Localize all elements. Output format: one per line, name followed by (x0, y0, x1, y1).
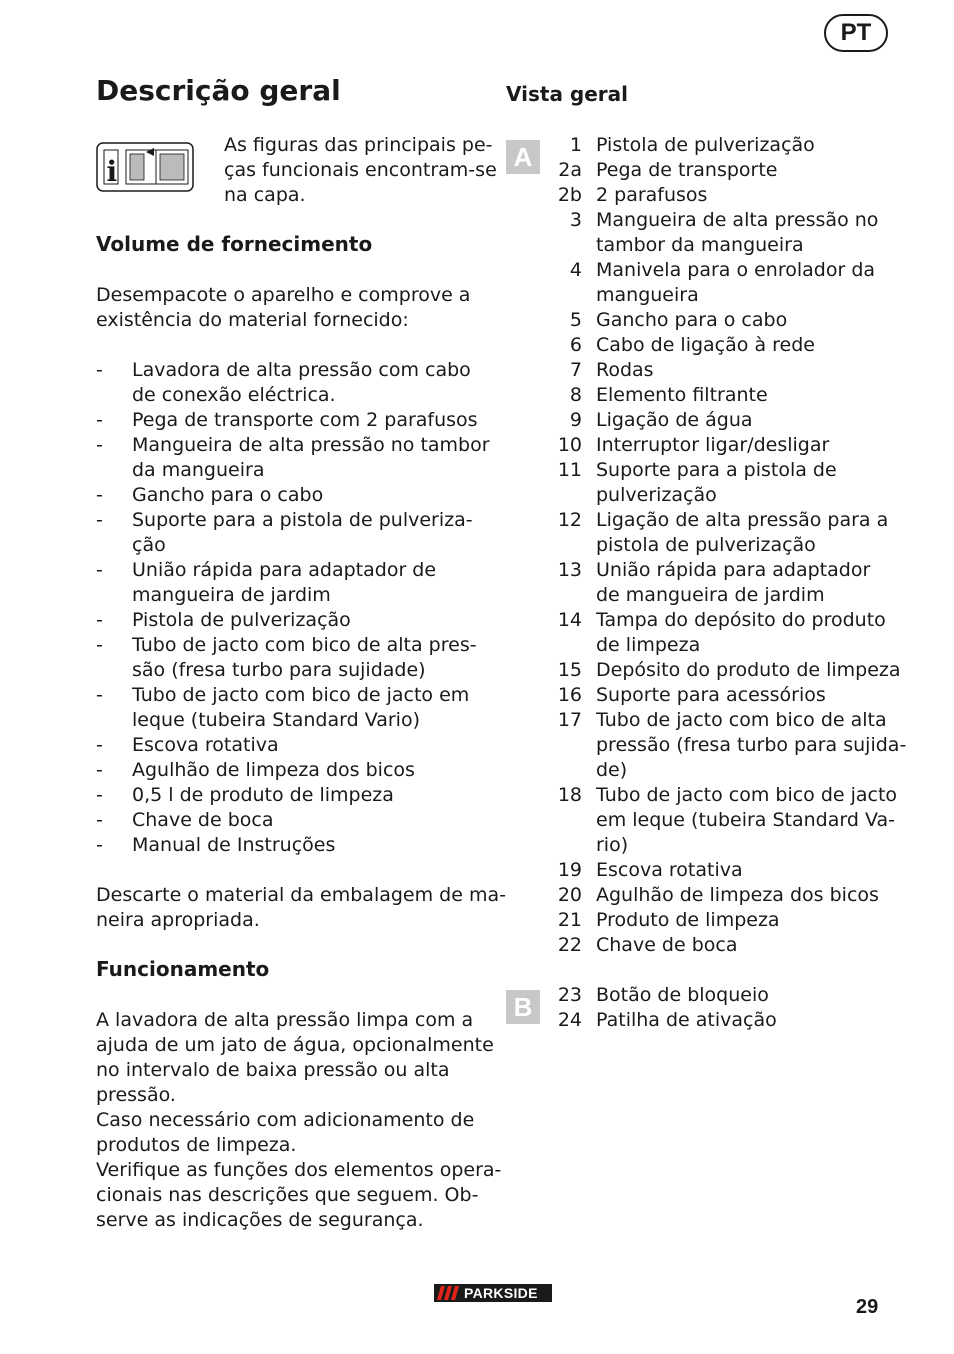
list-item-text: da mangueira (132, 459, 265, 481)
logo-text: PARKSIDE (464, 1285, 538, 1301)
overview-item-text: Elemento filtrante (596, 384, 768, 406)
overview-item-number: 14 (557, 609, 582, 631)
figure-label-b: B (506, 990, 540, 1024)
overview-item-text: Interruptor ligar/desligar (596, 434, 830, 456)
overview-item-number: 11 (557, 459, 582, 481)
overview-item-number: 19 (557, 859, 582, 881)
overview-item-number: 2a (558, 159, 582, 181)
list-item-text: de conexão eléctrica. (132, 384, 336, 406)
overview-item-text: Ligação de alta pressão para a (596, 509, 889, 531)
overview-item-text: pistola de pulverização (596, 534, 816, 556)
function-paragraph-line: Verifique as funções dos elementos opera- (96, 1159, 502, 1181)
bullet-dash: - (96, 434, 103, 456)
figure-label-a: A (506, 140, 540, 174)
overview-item-text: Patilha de ativação (596, 1009, 777, 1031)
overview-item-text: Tubo de jacto com bico de jacto (596, 784, 898, 806)
list-item-text: Gancho para o cabo (132, 484, 324, 506)
overview-item-text: de limpeza (596, 634, 701, 656)
bullet-dash: - (96, 834, 103, 856)
overview-item-number: 21 (557, 909, 582, 931)
overview-item-text: rio) (596, 834, 629, 856)
delivery-paragraph-line: Desempacote o aparelho e comprove a (96, 284, 471, 306)
overview-item-number: 12 (557, 509, 582, 531)
overview-item-text: Chave de boca (596, 934, 738, 956)
list-item-text: 0,5 l de produto de limpeza (132, 784, 394, 806)
list-item-text: Pistola de pulverização (132, 609, 351, 631)
list-item-text: Suporte para a pistola de pulveriza- (132, 509, 473, 531)
overview-item-number: 4 (569, 259, 582, 281)
function-paragraph-line: cionais nas descrições que seguem. Ob- (96, 1184, 479, 1206)
intro-line: As figuras das principais pe- (224, 134, 493, 156)
overview-item-text: Pistola de pulverização (596, 134, 815, 156)
page-title: Descrição geral (96, 74, 341, 107)
overview-item-text: Tubo de jacto com bico de alta (596, 709, 887, 731)
overview-item-text: União rápida para adaptador (596, 559, 871, 581)
overview-item-number: 8 (569, 384, 582, 406)
overview-item-text: de mangueira de jardim (596, 584, 825, 606)
overview-item-text: Mangueira de alta pressão no (596, 209, 879, 231)
logo-stripes-icon (437, 1286, 463, 1300)
overview-item-number: 15 (557, 659, 582, 681)
bullet-dash: - (96, 559, 103, 581)
overview-item-number: 2b (557, 184, 582, 206)
delivery-paragraph-line: existência do material fornecido: (96, 309, 409, 331)
list-item-text: União rápida para adaptador de (132, 559, 437, 581)
overview-item-text: pressão (fresa turbo para sujida- (596, 734, 907, 756)
overview-item-number: 3 (569, 209, 582, 231)
section-heading-delivery: Volume de fornecimento (96, 232, 373, 256)
list-item-text: leque (tubeira Standard Vario) (132, 709, 420, 731)
list-item-text: Mangueira de alta pressão no tambor (132, 434, 490, 456)
function-paragraph-line: pressão. (96, 1084, 176, 1106)
function-paragraph-line: Caso necessário com adicionamento de (96, 1109, 475, 1131)
list-item-text: Chave de boca (132, 809, 274, 831)
function-paragraph-line: no intervalo de baixa pressão ou alta (96, 1059, 450, 1081)
list-item-text: Escova rotativa (132, 734, 279, 756)
function-paragraph-line: serve as indicações de segurança. (96, 1209, 424, 1231)
overview-item-number: 7 (569, 359, 582, 381)
overview-item-text: Suporte para acessórios (596, 684, 826, 706)
overview-item-text: Tampa do depósito do produto (596, 609, 886, 631)
intro-line: ças funcionais encontram-se (224, 159, 497, 181)
bullet-dash: - (96, 409, 103, 431)
overview-item-number: 24 (557, 1009, 582, 1031)
overview-item-number: 5 (569, 309, 582, 331)
info-manual-icon (96, 142, 194, 192)
overview-item-text: Agulhão de limpeza dos bicos (596, 884, 879, 906)
overview-item-text: Cabo de ligação à rede (596, 334, 815, 356)
bullet-dash: - (96, 484, 103, 506)
bullet-dash: - (96, 784, 103, 806)
overview-item-text: Botão de bloqueio (596, 984, 769, 1006)
bullet-dash: - (96, 634, 103, 656)
list-item-text: Tubo de jacto com bico de alta pres- (132, 634, 477, 656)
bullet-dash: - (96, 359, 103, 381)
bullet-dash: - (96, 509, 103, 531)
section-heading-overview: Vista geral (506, 82, 629, 106)
overview-item-number: 22 (557, 934, 582, 956)
delivery-closing-line: neira apropriada. (96, 909, 260, 931)
overview-item-text: Ligação de água (596, 409, 753, 431)
overview-item-text: Pega de transporte (596, 159, 778, 181)
list-item-text: Tubo de jacto com bico de jacto em (132, 684, 470, 706)
overview-item-text: Gancho para o cabo (596, 309, 788, 331)
list-item-text: Lavadora de alta pressão com cabo (132, 359, 471, 381)
bullet-dash: - (96, 684, 103, 706)
overview-item-number: 18 (557, 784, 582, 806)
parkside-logo (434, 1284, 552, 1302)
overview-item-number: 16 (557, 684, 582, 706)
overview-item-text: Escova rotativa (596, 859, 743, 881)
language-badge: PT (824, 14, 888, 52)
bullet-dash: - (96, 809, 103, 831)
bullet-dash: - (96, 734, 103, 756)
list-item-text: mangueira de jardim (132, 584, 331, 606)
overview-item-number: 23 (557, 984, 582, 1006)
overview-item-number: 9 (569, 409, 582, 431)
list-item-text: ção (132, 534, 166, 556)
list-item-text: Pega de transporte com 2 parafusos (132, 409, 478, 431)
section-heading-function: Funcionamento (96, 957, 270, 981)
page-number: 29 (856, 1296, 879, 1318)
overview-item-text: de) (596, 759, 628, 781)
overview-item-number: 10 (557, 434, 582, 456)
overview-item-text: Depósito do produto de limpeza (596, 659, 901, 681)
overview-item-text: em leque (tubeira Standard Va- (596, 809, 895, 831)
overview-item-text: Suporte para a pistola de (596, 459, 837, 481)
overview-item-text: Manivela para o enrolador da (596, 259, 876, 281)
overview-item-number: 20 (557, 884, 582, 906)
overview-item-text: pulverização (596, 484, 717, 506)
bullet-dash: - (96, 759, 103, 781)
bullet-dash: - (96, 609, 103, 631)
overview-item-number: 13 (557, 559, 582, 581)
overview-item-text: 2 parafusos (596, 184, 708, 206)
overview-item-text: tambor da mangueira (596, 234, 804, 256)
overview-item-text: mangueira (596, 284, 699, 306)
list-item-text: Agulhão de limpeza dos bicos (132, 759, 415, 781)
overview-item-text: Rodas (596, 359, 654, 381)
svg-text:i: i (106, 155, 118, 188)
overview-item-number: 6 (569, 334, 582, 356)
intro-line: na capa. (224, 184, 306, 206)
list-item-text: são (fresa turbo para sujidade) (132, 659, 426, 681)
function-paragraph-line: A lavadora de alta pressão limpa com a (96, 1009, 474, 1031)
overview-item-text: Produto de limpeza (596, 909, 780, 931)
function-paragraph-line: produtos de limpeza. (96, 1134, 297, 1156)
overview-item-number: 1 (569, 134, 582, 156)
list-item-text: Manual de Instruções (132, 834, 336, 856)
overview-item-number: 17 (557, 709, 582, 731)
delivery-closing-line: Descarte o material da embalagem de ma- (96, 884, 506, 906)
function-paragraph-line: ajuda de um jato de água, opcionalmente (96, 1034, 494, 1056)
